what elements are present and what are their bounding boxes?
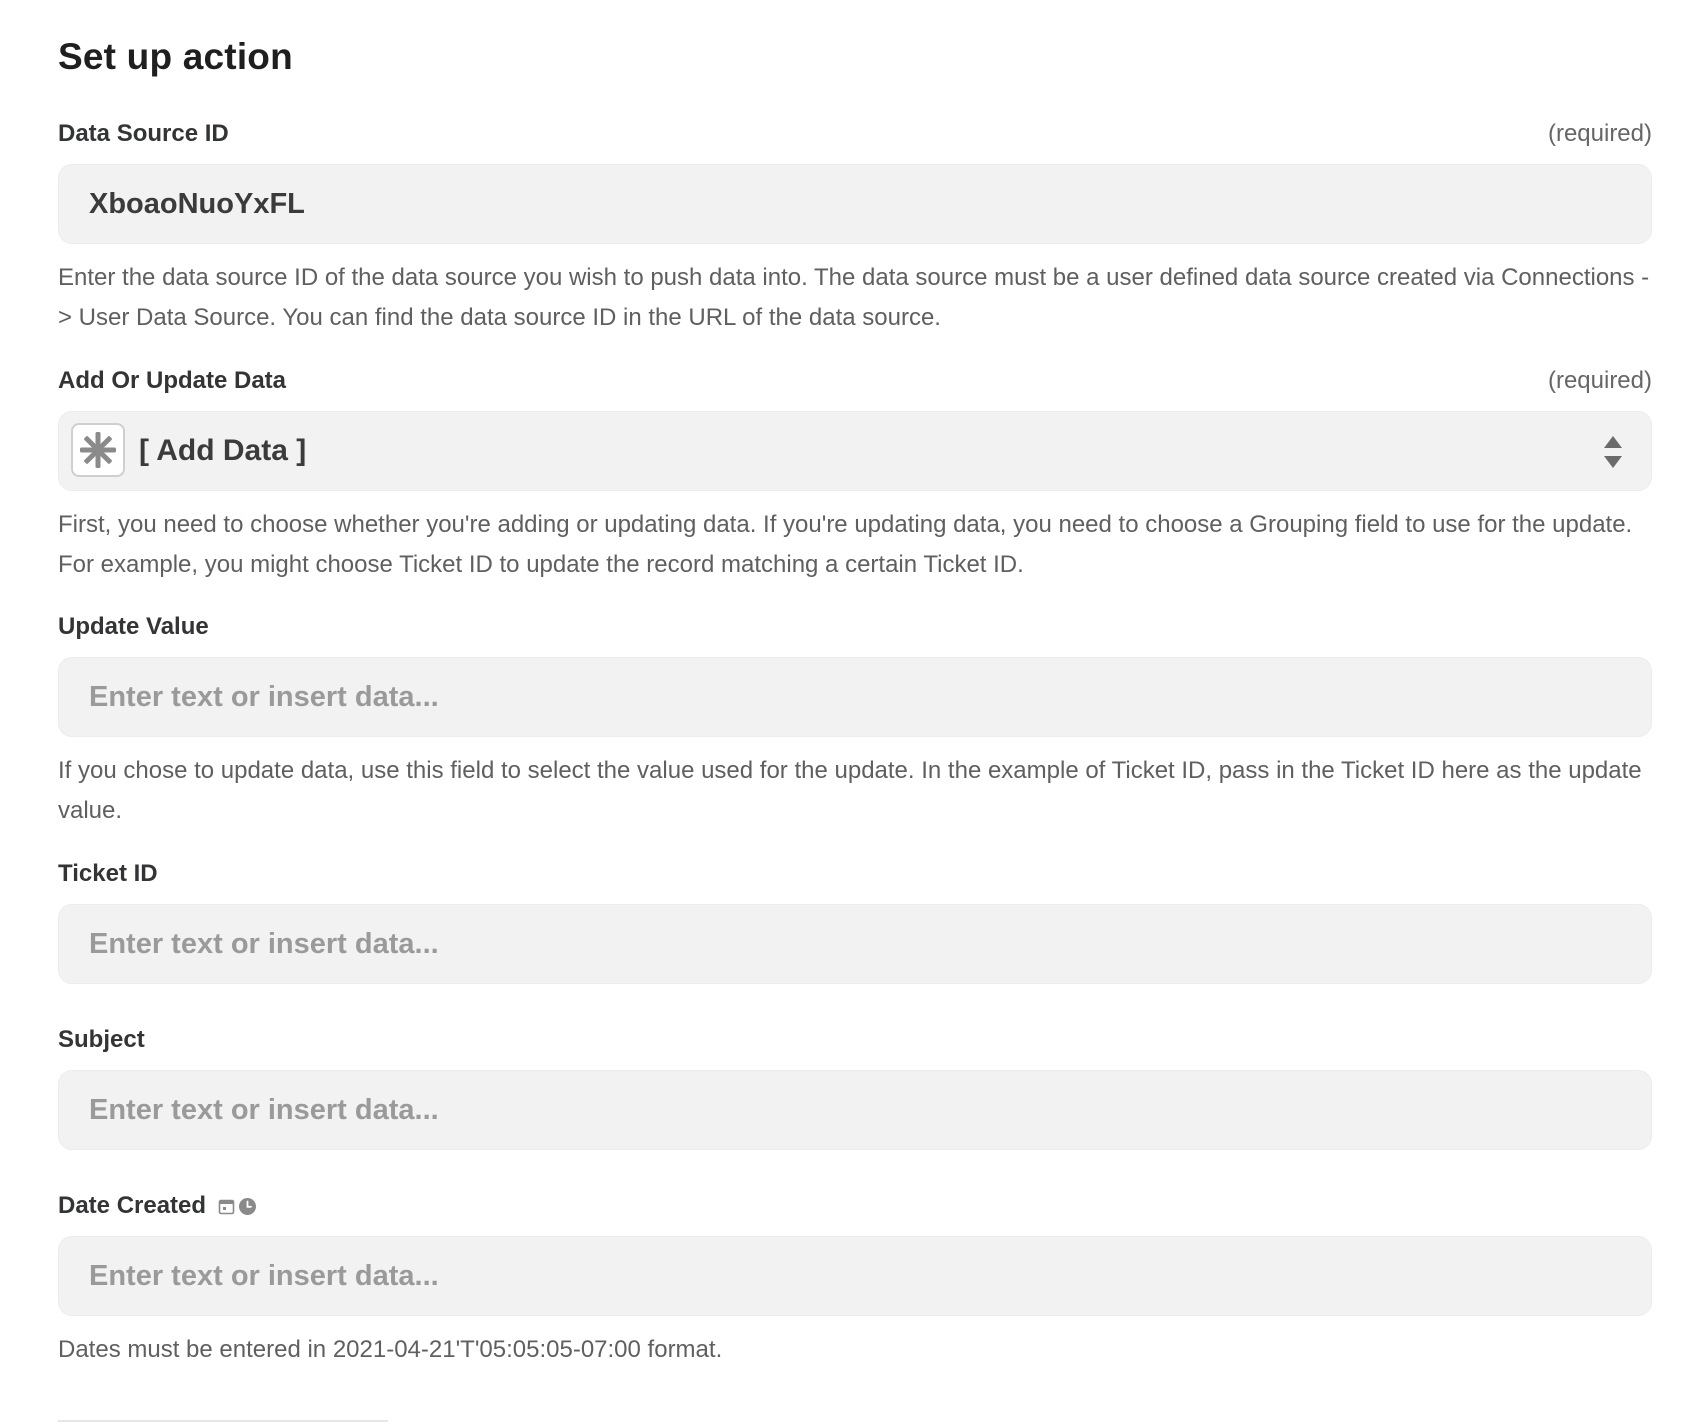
date-created-placeholder: Enter text or insert data... [89, 1260, 439, 1292]
calendar-icon [218, 1198, 235, 1215]
ticket-id-label: Ticket ID [58, 860, 158, 887]
gear-icon [71, 423, 125, 477]
date-created-label-wrap [58, 1192, 257, 1220]
add-or-update-field [58, 367, 1652, 585]
date-created-help: Dates must be entered in 2021-04-21'T'05:05:05-07:00 format. [58, 1336, 723, 1363]
ticket-id-field [58, 860, 1652, 984]
date-created-label: Date Created [58, 1192, 207, 1219]
update-value-input[interactable] [58, 657, 1652, 737]
date-created-field [58, 1192, 1652, 1370]
date-time-indicator [218, 1197, 257, 1216]
data-source-id-field [58, 120, 1652, 338]
data-source-id-value: XboaoNuoYxFL [89, 188, 305, 220]
update-value-placeholder: Enter text or insert data... [89, 681, 439, 713]
subject-input[interactable] [58, 1070, 1652, 1150]
add-or-update-selected-value: [ Add Data ] [139, 434, 307, 467]
clock-icon [238, 1197, 257, 1216]
date-created-input[interactable] [58, 1236, 1652, 1316]
gear-icon-glyph [77, 429, 119, 471]
data-source-id-label: Data Source ID [58, 120, 229, 147]
add-or-update-select[interactable] [58, 411, 1652, 491]
subject-placeholder: Enter text or insert data... [89, 1094, 439, 1126]
required-indicator: (required) [1547, 367, 1652, 394]
select-stepper-icon [1603, 434, 1623, 470]
data-source-id-help: Enter the data source ID of the data source you wish to push data into. The data source must be a user defined data source created via Connections -> User Data Source. You can find the data source ID in the URL of the data source. [58, 264, 1650, 331]
update-value-label: Update Value [58, 613, 209, 640]
page-title: Set up action [58, 36, 293, 77]
data-source-id-input[interactable] [58, 164, 1652, 244]
update-value-help: If you chose to update data, use this field to select the value used for the update. In the example of Ticket ID, pass in the Ticket ID here as the update value. [58, 757, 1642, 824]
required-indicator: (required) [1547, 120, 1652, 147]
next-section-edge [58, 1420, 388, 1422]
ticket-id-placeholder: Enter text or insert data... [89, 928, 439, 960]
update-value-field [58, 613, 1652, 831]
add-or-update-help: First, you need to choose whether you're adding or updating data. If you're updating data, you need to choose a Grouping field to use for the update. For example, you might choose Ticket ID to update the record matching a certain Ticket ID. [58, 511, 1633, 578]
subject-label: Subject [58, 1026, 145, 1053]
ticket-id-input[interactable] [58, 904, 1652, 984]
subject-field [58, 1026, 1652, 1150]
add-or-update-label: Add Or Update Data [58, 367, 287, 394]
